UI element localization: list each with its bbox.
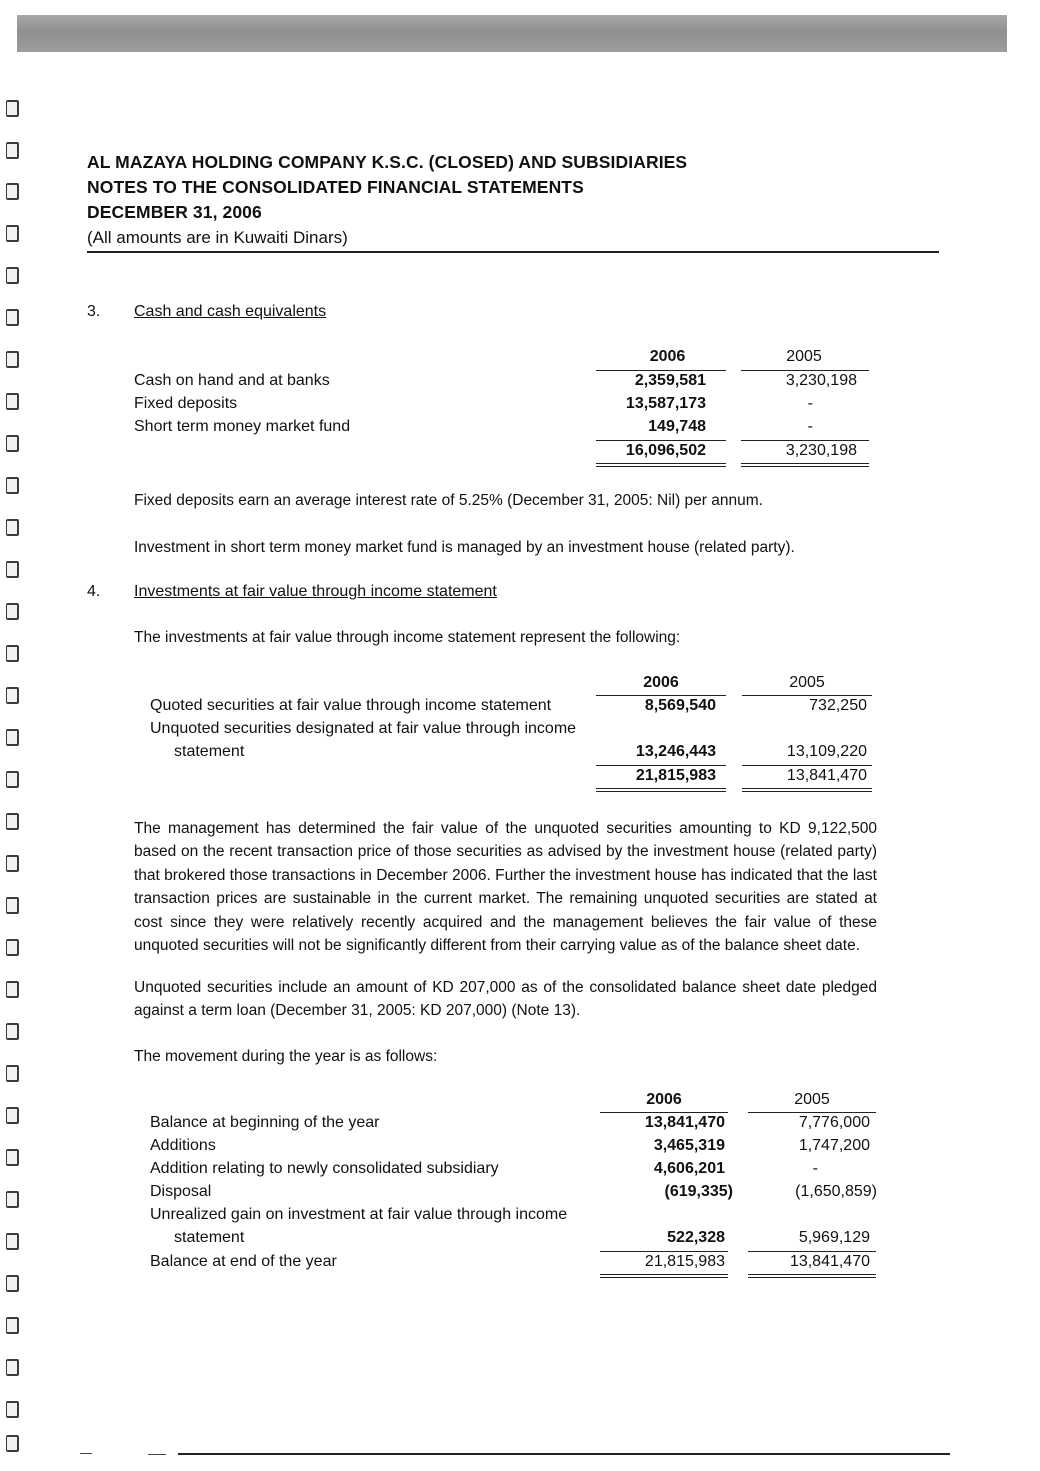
note3-hdr-rule-2006 [596,370,726,371]
row-value-2006: 522,328 [667,1229,725,1246]
note3-total-double-rule-2005 [741,463,869,467]
note3-title: Cash and cash equivalents [134,303,327,320]
total-2006: 21,815,983 [635,767,716,784]
table-total-row [150,1253,880,1276]
movement-total-double-rule-2005 [748,1274,876,1278]
table-total-row [134,442,874,465]
note4-intro: The investments at fair value through income statement represent the following: [134,629,681,646]
note3-hdr-rule-2005 [741,370,869,371]
row-value-2006: 8,569,540 [644,697,716,714]
table-row [134,418,874,441]
note4-col-2006: 2006 [643,674,679,691]
row-value-2006: 2,359,581 [634,372,706,389]
row-label: Short term money market fund [134,418,351,435]
row-value-2006: 21,815,983 [644,1253,725,1270]
row-value-2006: 13,587,173 [625,395,706,412]
row-value-2005: 3,230,198 [785,372,857,389]
movement-subtotal-rule-2005 [748,1251,876,1252]
row-label: Cash on hand and at banks [134,372,330,389]
row-value-2005: 13,109,220 [786,743,867,760]
header-rule [87,251,939,253]
row-value-2005: 732,250 [809,697,867,714]
row-value-2005: - [807,418,813,435]
table-row [150,1160,880,1183]
note3-subtotal-rule-2005 [741,440,869,441]
total-2005: 3,230,198 [785,442,857,459]
company-name: AL MAZAYA HOLDING COMPANY K.S.C. (CLOSED) AND SUBSIDIARIES [87,152,688,172]
table-row [134,372,874,395]
binding-holes [6,95,22,1455]
row-label-cont: statement [174,1229,245,1246]
movement-total-double-rule-2006 [600,1274,728,1278]
row-label: Unquoted securities designated at fair value through income [150,720,577,737]
note4-total-double-rule-2005 [742,788,872,792]
table-row [150,1229,880,1252]
row-label: Quoted securities at fair value through income statement [150,697,552,714]
row-value-2005: 13,841,470 [789,1253,870,1270]
table-row [150,1183,880,1206]
row-value-2006: 3,465,319 [653,1137,725,1154]
scan-header-bar [17,15,1007,52]
note4-subtotal-rule-2006 [596,765,726,766]
note3-total-double-rule-2006 [596,463,726,467]
footer-mark [80,1453,92,1454]
note4-para-pledged: Unquoted securities include an amount of KD 207,000 as of the consolidated balance sheet date pledged against a term loan (December 31, 2005: KD 207,000) (Note 13). [134,979,877,1020]
note4-hdr-rule-2006 [596,695,726,696]
table-row [150,1206,880,1229]
row-label: Disposal [150,1183,212,1200]
row-value-2006: (619,335) [664,1183,733,1200]
movement-subtotal-rule-2006 [600,1251,728,1252]
movement-hdr-rule-2005 [748,1112,876,1113]
row-value-2005: - [812,1160,818,1177]
movement-col-2006: 2006 [646,1091,682,1108]
note4-col-2005: 2005 [789,674,825,691]
table-total-row [150,767,875,790]
currency-note: (All amounts are in Kuwaiti Dinars) [87,228,348,247]
row-label: Additions [150,1137,216,1154]
note3-para-interest: Fixed deposits earn an average interest rate of 5.25% (December 31, 2005: Nil) per annum. [134,492,763,509]
row-value-2005: 1,747,200 [798,1137,870,1154]
note4-movement-intro: The movement during the year is as follows: [134,1048,438,1065]
row-label-cont: statement [174,743,245,760]
row-label: Balance at end of the year [150,1253,337,1270]
footer-rule [178,1453,950,1455]
document-header [87,150,939,250]
total-2006: 16,096,502 [625,442,706,459]
row-label: Addition relating to newly consolidated subsidiary [150,1160,499,1177]
table-row [150,697,875,720]
note3-para-money-market: Investment in short term money market fund is managed by an investment house (related party). [134,539,795,556]
document-title: NOTES TO THE CONSOLIDATED FINANCIAL STATEMENTS [87,177,584,197]
movement-hdr-rule-2006 [600,1112,728,1113]
note3-col-2006: 2006 [649,348,686,365]
note3-col-2005: 2005 [786,348,822,365]
row-label: Unrealized gain on investment at fair value through income [150,1206,568,1223]
row-value-2006: 13,841,470 [644,1114,725,1131]
row-value-2006: 149,748 [648,418,706,435]
table-row [150,1137,880,1160]
total-2005: 13,841,470 [786,767,867,784]
note4-para-fair-value: The management has determined the fair value of the unquoted securities amounting to KD 9,122,500 based on the recent transaction price of those securities as advised by the investment house (related party) that brokered those transactions in December 2006. Further the investment house has indicated that the last transaction prices are sustainable in the current market. The remaining unquoted securities are stated at cost since they were relatively recently acquired and the management believes the fair value of these unquoted securities will not be significantly different from their carrying value as of the balance sheet date. [134,820,877,955]
note4-total-double-rule-2006 [596,788,726,792]
table-row [150,1114,880,1137]
row-label: Fixed deposits [134,395,238,412]
note4-subtotal-rule-2005 [742,765,872,766]
note3-subtotal-rule-2006 [596,440,726,441]
note3-number: 3. [87,303,101,320]
note4-hdr-rule-2005 [742,695,872,696]
row-value-2005: 7,776,000 [798,1114,870,1131]
row-value-2005: - [807,395,813,412]
row-value-2005: (1,650,859) [795,1183,877,1200]
row-value-2005: 5,969,129 [798,1229,870,1246]
note4-title: Investments at fair value through income statement [134,583,497,600]
row-value-2006: 4,606,201 [653,1160,725,1177]
note4-number: 4. [87,583,101,600]
table-row [150,720,875,743]
table-row [150,743,875,766]
row-label: Balance at beginning of the year [150,1114,380,1131]
row-value-2006: 13,246,443 [635,743,716,760]
movement-col-2005: 2005 [794,1091,830,1108]
document-date: DECEMBER 31, 2006 [87,202,262,222]
footer-mark [148,1454,166,1455]
table-row [134,395,874,418]
